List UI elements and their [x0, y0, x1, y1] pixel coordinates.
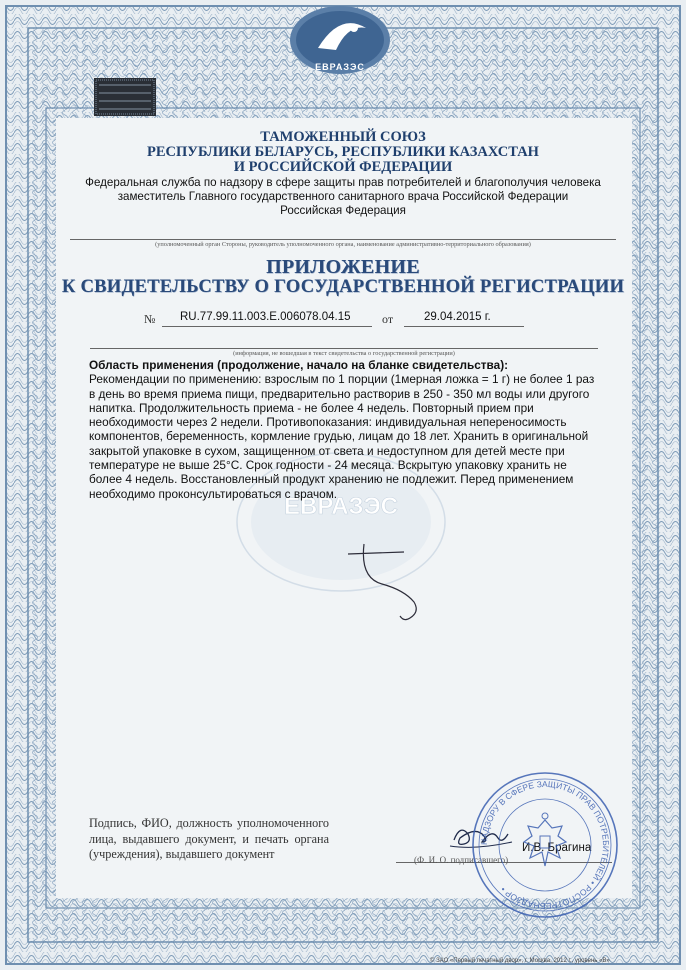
- union-line-2: РЕСПУБЛИКИ БЕЛАРУСЬ, РЕСПУБЛИКИ КАЗАХСТАН: [147, 144, 539, 160]
- official-stamp: [470, 770, 620, 920]
- number-label: №: [144, 312, 156, 326]
- stamp-ring-text: НАДЗОРУ В СФЕРЕ ЗАЩИТЫ ПРАВ ПОТРЕБИТЕЛЕЙ • РОСПОТРЕБНАДЗОР •: [478, 778, 612, 912]
- info-caption: (информация, не вошедшая в текст свидетельства о государственной регистрации): [233, 350, 455, 357]
- date-label: от: [382, 312, 394, 326]
- pen-stroke-mark: [334, 538, 464, 622]
- double-headed-eagle-icon: [524, 813, 566, 866]
- annex-title: ПРИЛОЖЕНИЕ: [266, 256, 420, 278]
- union-line-1: ТАМОЖЕННЫЙ СОЮЗ: [260, 129, 426, 145]
- watermark-text: ЕВРАЗЭС: [283, 493, 399, 520]
- eurasec-logo: [288, 6, 392, 78]
- logo-text: ЕВРАЗЭС: [315, 62, 365, 72]
- registration-date: 29.04.2015 г.: [424, 311, 491, 323]
- signer-name: И.В. Брагина: [522, 842, 592, 854]
- info-rule: [90, 348, 598, 349]
- authority-rule: [70, 239, 616, 240]
- scope-text: Рекомендации по применению: взрослым по 1 порции (1мерная ложка = 1 г) не более 1 раз в день во время приема пищи, предварительно растворив в 250 - 350 мл воды или другого напитка. Продолжительность приема - не более 4 недель. Повторный прием при необходимости через 2 недели. Противопоказания: индивидуальная непереносимость компонентов, беременность, кормление грудью, лицам до 18 лет. Хранить в оригинальной закрытой упаковке в сухом, защищенном от света и недоступном для детей месте при температуре не выше 25°С. Срок годности - 24 месяца. Вскрытую упаковку хранить не более 4 недель. Восстановленный продукт хранению не подлежит. Перед применением необходимо проконсультироваться с врачом.: [89, 372, 595, 501]
- serial-barcode: [94, 78, 156, 116]
- signer-caption: (Ф. И. О. подписавшего): [414, 855, 509, 865]
- agency-line-1: Федеральная служба по надзору в сфере защиты прав потребителей и благополучия человека: [85, 176, 601, 189]
- signature-block-label: Подпись, ФИО, должность уполномоченного лица, выдавшего документ, и печать органа (учреждения), выдавшего документ: [89, 816, 329, 861]
- printer-footer: © ЗАО «Первый печатный двор», г. Москва, 2012 г., уровень «В»: [430, 958, 610, 964]
- scope-heading: Область применения (продолжение, начало на бланке свидетельства):: [89, 358, 509, 372]
- date-rule: [404, 326, 524, 327]
- number-rule: [162, 326, 372, 327]
- authority-caption: (уполномоченный орган Стороны, руководитель уполномоченного органа, наименование административно-территориального образования): [155, 241, 531, 248]
- annex-subtitle: К СВИДЕТЕЛЬСТВУ О ГОСУДАРСТВЕННОЙ РЕГИСТРАЦИИ: [61, 277, 625, 297]
- union-line-3: И РОССИЙСКОЙ ФЕДЕРАЦИИ: [233, 159, 453, 175]
- scope-section: [89, 358, 599, 501]
- agency-line-2: заместитель Главного государственного санитарного врача Российской Федерации: [117, 190, 569, 203]
- registration-number: RU.77.99.11.003.E.006078.04.15: [180, 311, 351, 323]
- agency-line-3: Российская Федерация: [280, 204, 406, 217]
